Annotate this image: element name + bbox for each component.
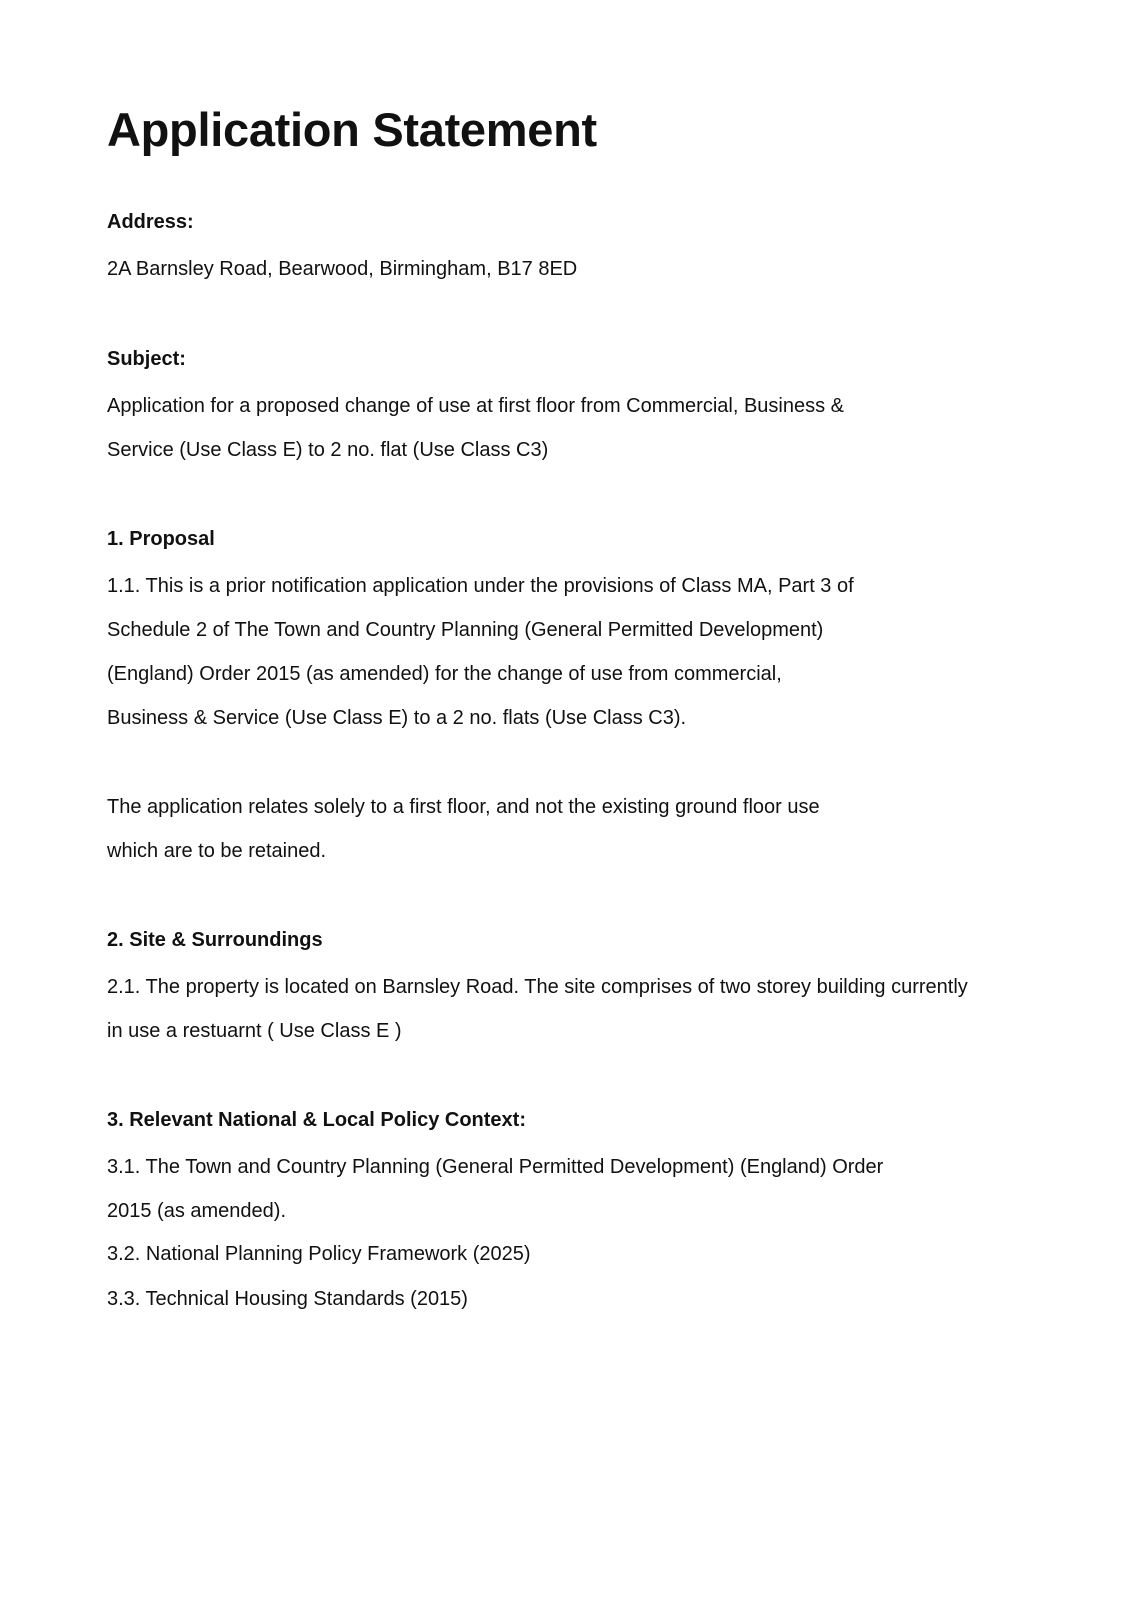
- paragraph-line: which are to be retained.: [107, 840, 327, 862]
- paragraph-line: in use a restuarnt ( Use Class E ): [107, 1020, 402, 1042]
- subject-line: Service (Use Class E) to 2 no. flat (Use Class C3): [107, 439, 549, 461]
- section-heading-site: 2. Site & Surroundings: [107, 929, 323, 951]
- address-value: 2A Barnsley Road, Bearwood, Birmingham, B17 8ED: [107, 258, 578, 280]
- section-heading-proposal: 1. Proposal: [107, 528, 215, 550]
- paragraph-line: Business & Service (Use Class E) to a 2 no. flats (Use Class C3).: [107, 707, 687, 729]
- paragraph-line: The application relates solely to a first floor, and not the existing ground floor use: [107, 796, 820, 818]
- paragraph-line: 3.2. National Planning Policy Framework (2025): [107, 1243, 531, 1265]
- paragraph-line: 3.1. The Town and Country Planning (General Permitted Development) (England) Order: [107, 1156, 884, 1178]
- section-heading-policy: 3. Relevant National & Local Policy Context:: [107, 1109, 526, 1131]
- paragraph-line: Schedule 2 of The Town and Country Planning (General Permitted Development): [107, 619, 824, 641]
- paragraph-line: 2015 (as amended).: [107, 1200, 287, 1222]
- subject-label: Subject:: [107, 348, 186, 370]
- paragraph-line: 1.1. This is a prior notification application under the provisions of Class MA, Part 3 of: [107, 575, 854, 597]
- paragraph-line: 3.3. Technical Housing Standards (2015): [107, 1288, 468, 1310]
- address-label: Address:: [107, 211, 194, 233]
- page-title: Application Statement: [107, 103, 597, 156]
- paragraph-line: (England) Order 2015 (as amended) for the change of use from commercial,: [107, 663, 782, 685]
- paragraph-line: 2.1. The property is located on Barnsley Road. The site comprises of two storey building currently: [107, 976, 968, 998]
- subject-line: Application for a proposed change of use at first floor from Commercial, Business &: [107, 395, 845, 417]
